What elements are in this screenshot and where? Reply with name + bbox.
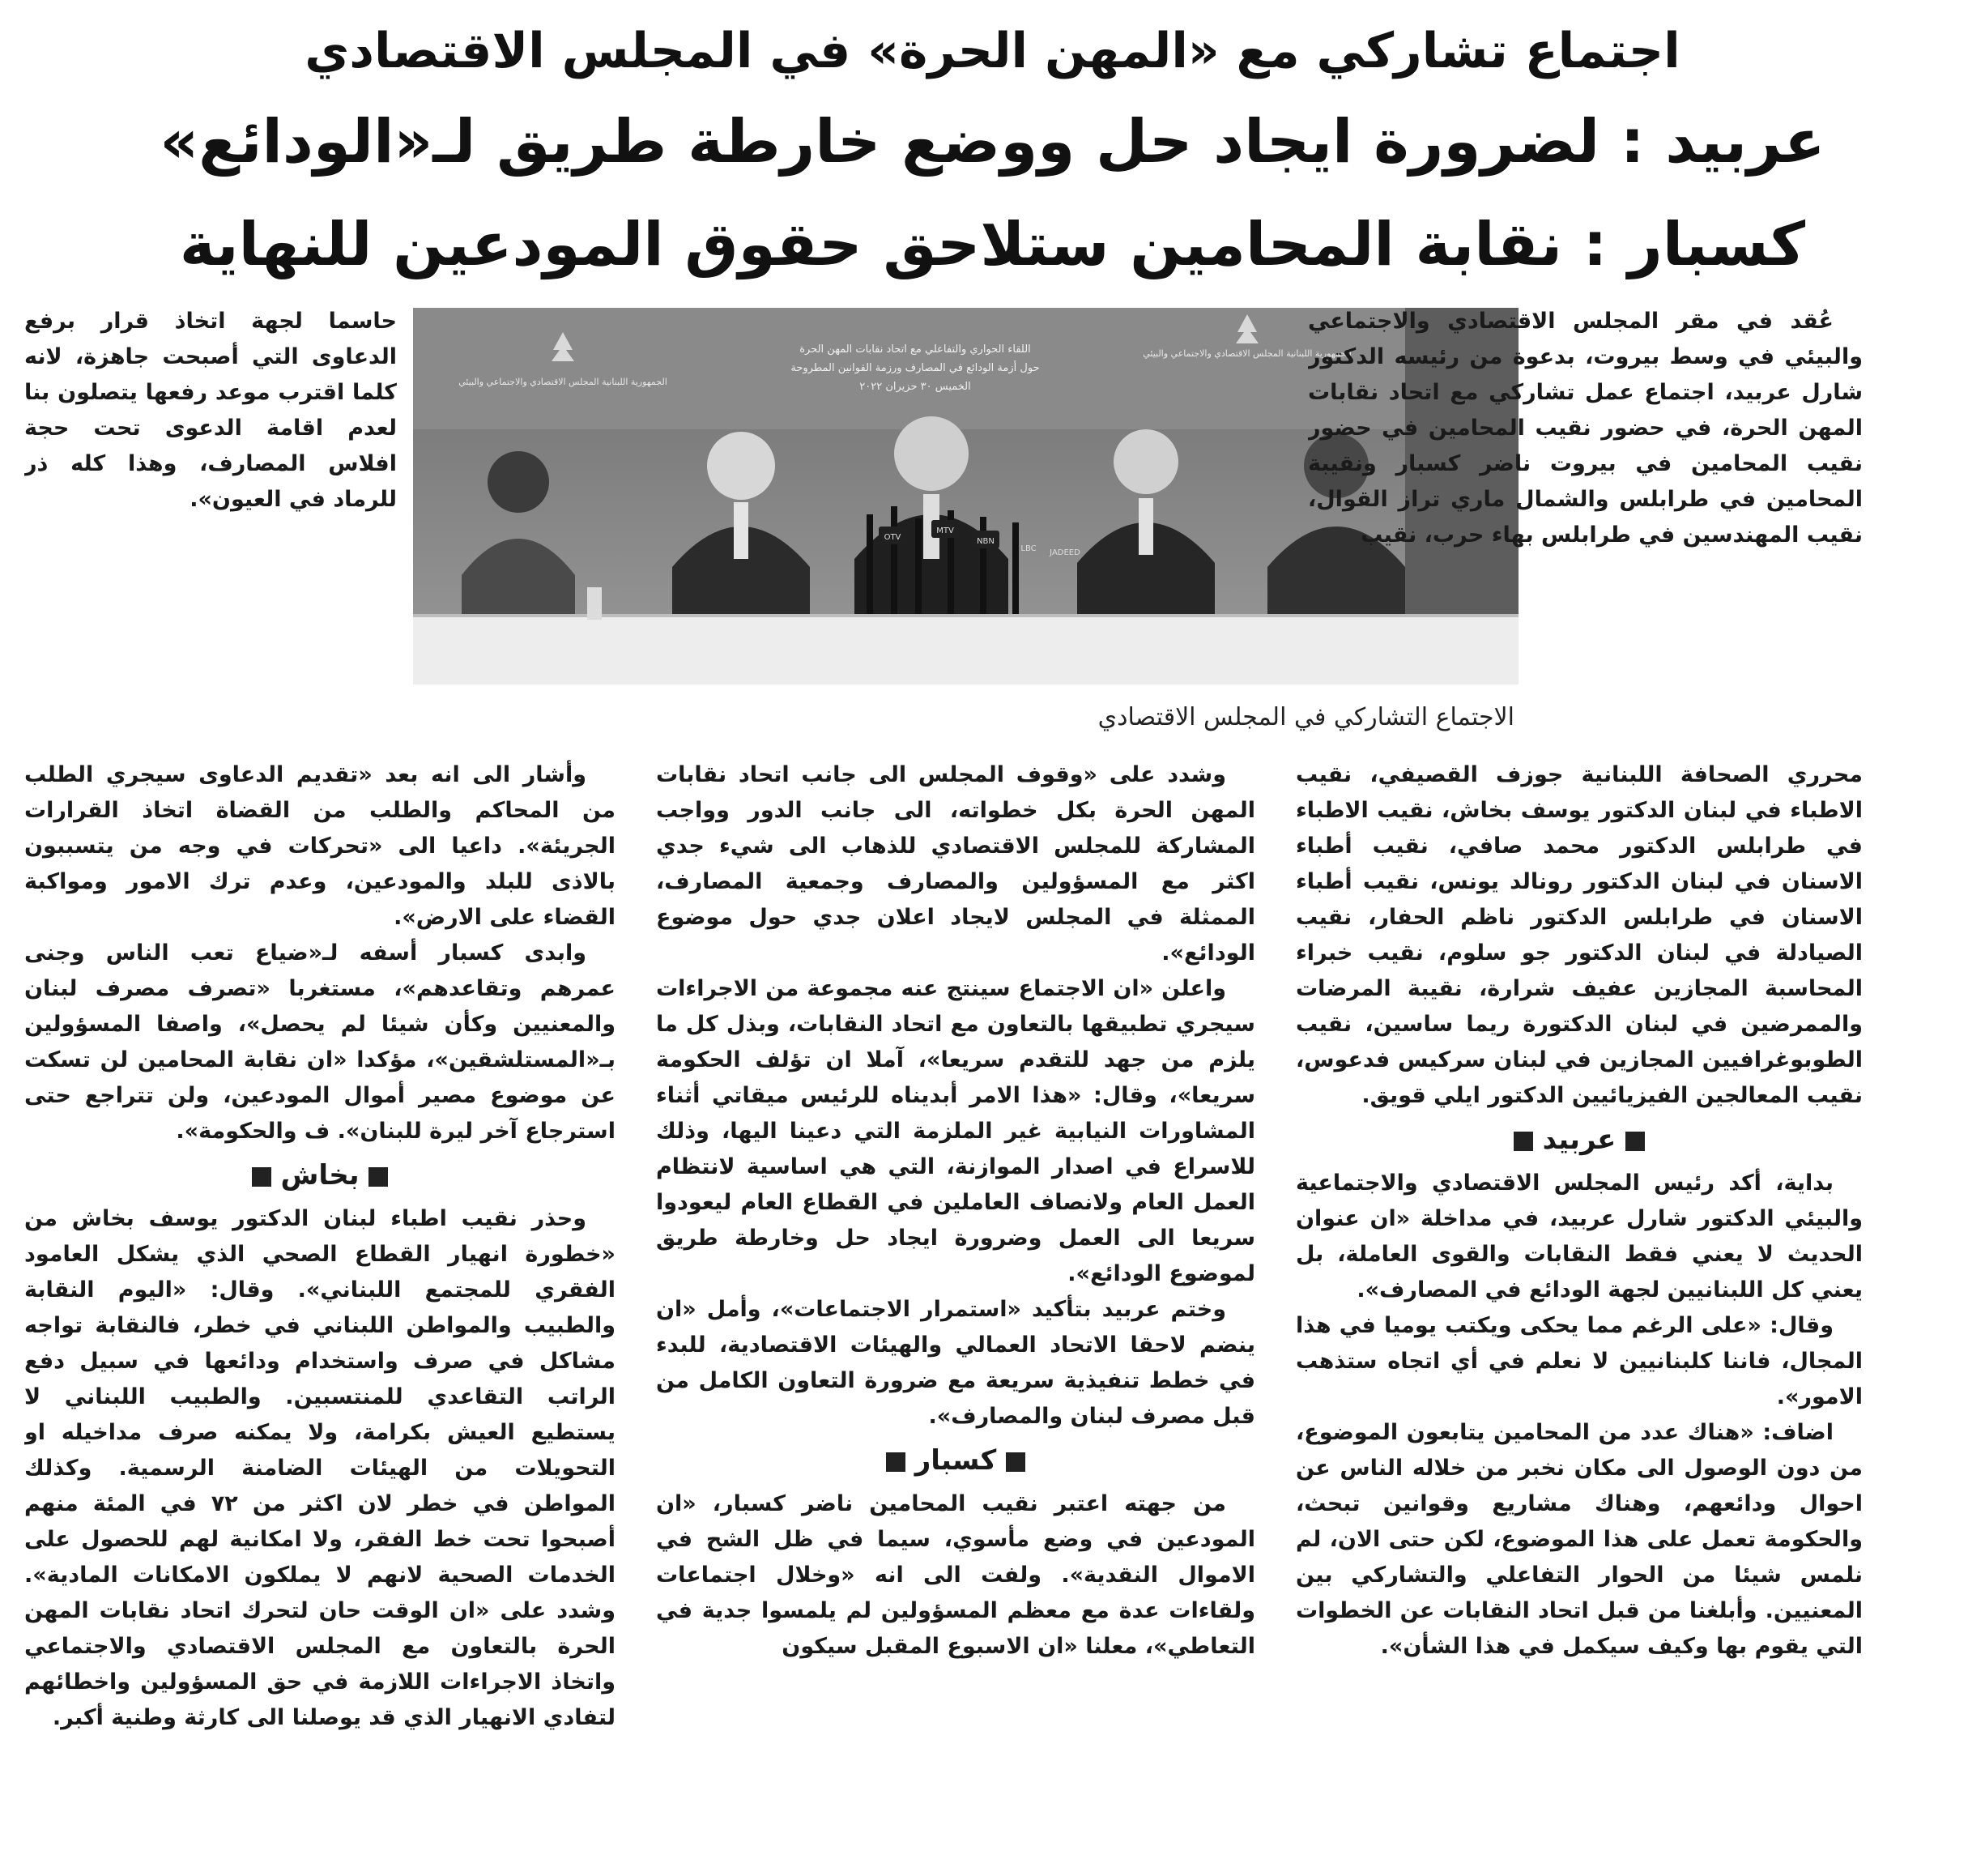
article-intro-column xyxy=(1308,304,1863,757)
subheading-kasbar xyxy=(656,1438,1255,1483)
mic-label-2: MTV xyxy=(936,527,954,535)
subheading-bakhash xyxy=(24,1153,616,1198)
banner-left-text: الجمهورية اللبنانية المجلس الاقتصادي والاجتماعي والبيئي xyxy=(458,377,667,387)
paragraph-bakhash: وحذر نقيب اطباء لبنان الدكتور يوسف بخاش من «خطورة انهيار القطاع الصحي الذي يشكل العامود الفقري للمجتمع اللبناني». وقال: «اليوم النقابة والطبيب والمواطن اللبناني في خطر، فالنقابة تواجه مشاكل في صرف واستخدام ودائعها في سبيل دفع الراتب التقاعدي للمنتسبين. والطبيب اللبناني لا يستطيع العيش بكرامة، ولا يمكنه صرف مداخيله او التحويلات من الهيئات الضامنة الرسمية. وكذلك المواطن في خطر لان اكثر من ٧٢ في المئة منهم أصبحوا تحت خط الفقر، ولا امكانية لهم للحصول على الخدمات الصحية لانهم لا يملكون الامكانات المادية». وشدد على «ان الوقت حان لتحرك اتحاد نقابات المهن الحرة بالتعاون مع المجلس الاقتصادي والاجتماعي واتخاذ الاجراءات اللازمة في حق المسؤولين واخطائهم لتفادي الانهيار الذي قد يوصلنا الى كارثة وطنية أكبر. xyxy=(24,1206,616,1730)
paragraph-mid-2: واعلن «ان الاجتماع سينتج عنه مجموعة من الاجراءات سيجري تطبيقها بالتعاون مع اتحاد النقابات، وبذل كل ما يلزم من جهد للتقدم سريعا»، آملا ان تؤلف الحكومة سريعا»، وقال: «هذا الامر أبديناه للرئيس ميقاتي أثناء المشاورات النيابية غير الملزمة التي دعينا اليها، وذلك للاسراع في اصدار الموازنة، التي هي اساسية لانتظام العمل العام ولانصاف العاملين في القطاع العام ليعودوا سريعا الى العمل وضرورة ايجاد حل وخارطة طريق لموضوع الودائع». xyxy=(656,976,1255,1286)
paragraph-mid-3: وختم عربيد بتأكيد «استمرار الاجتماعات»، وأمل «ان ينضم لاحقا الاتحاد العمالي والهيئات الاقتصادية، للبدء في خطط تنفيذية سريعة مع ضرورة التعاون الكامل من قبل مصرف لبنان والمصارف». xyxy=(656,1297,1255,1429)
article-left-top-column xyxy=(24,304,397,753)
paragraph-kasbar-4: وابدى كسبار أسفه لـ«ضياع تعب الناس وجنى عمرهم وتقاعدهم»، مستغربا «تصرف مصرف لبنان والمعنيين وكأن شيئا لم يحصل»، واصفا المسؤولين بـ«المستلشقين»، مؤكدا «ان نقابة المحامين لن تسكت عن موضوع مصير أموال المودعين، ولن تتراجع حتى استرجاع آخر ليرة للبنان». ف والحكومة». xyxy=(24,940,616,1144)
square-bullet-icon xyxy=(368,1167,388,1187)
article-intro: عُقد في مقر المجلس الاقتصادي والاجتماعي والبيئي في وسط بيروت، بدعوة من رئيسه الدكتور شارل عربيد، اجتماع عمل تشاركي مع اتحاد نقابات المهن الحرة، في حضور نقيب المحامين في حضور نقيب المحامين في بيروت ناضر كسبار ونقيبة المحامين في طرابلس والشمال ماري تراز القوال، نقيب المهندسين في طرابلس بهاء حرب، نقيب xyxy=(1308,309,1863,548)
headline-line-2: عربيد : لضرورة ايجاد حل ووضع خارطة طريق لـ«الودائع» xyxy=(160,107,1825,177)
mic-label-1: OTV xyxy=(884,533,901,542)
paragraph-arbid-2: وقال: «على الرغم مما يحكى ويكتب يوميا في هذا المجال، فاننا كلبنانيين لا نعلم في أي اتجاه ستذهب الامور». xyxy=(1296,1313,1863,1409)
paragraph-arbid-1: بداية، أكد رئيس المجلس الاقتصادي والاجتماعية والبيئي الدكتور شارل عربيد، في مداخلة «ان عنوان الحديث لا يعني فقط النقابات والقوى العاملة، بل يعني كل اللبنانيين لجهة الودائع في المصارف». xyxy=(1296,1170,1863,1303)
mic-label-4: LBC xyxy=(1020,544,1037,553)
article-right-column xyxy=(1296,757,1863,1867)
paragraph-kasbar-2: حاسما لجهة اتخاذ قرار برفع الدعاوى التي أصبحت جاهزة، لانه كلما اقترب موعد رفعها يتصلون بنا لعدم اقامة الدعوى تحت حجة افلاس المصارف، وهذا كله ذر للرماد في العيون». xyxy=(24,309,397,512)
square-bullet-icon xyxy=(252,1167,271,1187)
mic-label-3: NBN xyxy=(977,537,995,546)
headline-line-3: كسبار : نقابة المحامين ستلاحق حقوق المودعين للنهاية xyxy=(179,210,1806,279)
subheading-arbid xyxy=(1296,1117,1863,1162)
square-bullet-icon xyxy=(1514,1132,1533,1151)
banner-center-text-2: حول أزمة الودائع في المصارف ورزمة القوانين المطروحة xyxy=(790,362,1040,374)
square-bullet-icon xyxy=(1625,1132,1645,1151)
paragraph-kasbar-3: وأشار الى انه بعد «تقديم الدعاوى سيجري الطلب من المحاكم والطلب من القضاة اتخاذ القرارات الجريئة». داعيا الى «تحركات في وجه من يتسببون بالاذى للبلد والمودعين، وعدم ترك الامور ومواكبة القضاء على الارض». xyxy=(24,762,616,930)
paragraph-kasbar-1: من جهته اعتبر نقيب المحامين ناضر كسبار، «ان المودعين في وضع مأسوي، سيما في ظل الشح في الاموال النقدية». ولفت الى انه «وخلال اجتماعات ولقاءات عدة مع معظم المسؤولين لم يلمسوا جدية في التعاطي»، معلنا «ان الاسبوع المقبل سيكون xyxy=(656,1491,1255,1659)
article-middle-column xyxy=(656,757,1255,1867)
water-bottle xyxy=(587,587,602,620)
square-bullet-icon xyxy=(1006,1452,1025,1472)
square-bullet-icon xyxy=(886,1452,905,1472)
subheading-arbid-label: عربيد xyxy=(1542,1123,1617,1156)
photo-caption: الاجتماع التشاركي في المجلس الاقتصادي xyxy=(1097,703,1514,731)
subheading-kasbar-label: كسبار xyxy=(914,1444,997,1477)
paragraph-mid-1: وشدد على «وقوف المجلس الى جانب اتحاد نقابات المهن الحرة بكل خطواته، الى جانب الدور وواجب المشاركة للمجلس الاقتصادي للذهاب الى شيء جدي اكثر مع المسؤولين والمصارف وجمعية المصارف، الممثلة في المجلس لايجاد اعلان جدي حول موضوع الودائع». xyxy=(656,762,1255,966)
mic-label-5: JADEED xyxy=(1050,548,1080,557)
headline-line-1: اجتماع تشاركي مع «المهن الحرة» في المجلس الاقتصادي xyxy=(305,23,1680,79)
paragraph-arbid-3: اضاف: «هناك عدد من المحامين يتابعون الموضوع، من دون الوصول الى مكان نخبر من خلاله الناس عن احوال ودائعهم، وهناك مشاريع وقوانين تبحث، والحكومة تعمل على هذا الموضوع، لكن حتى الان، لم نلمس شيئا من الحوار التفاعلي والتشاركي بين المعنيين. وأبلغنا من قبل اتحاد النقابات عن الخطوات التي يقوم بها وكيف سيكمل في هذا الشأن». xyxy=(1296,1420,1863,1659)
banner-right-text: الجمهورية اللبنانية المجلس الاقتصادي والاجتماعي والبيئي xyxy=(1143,348,1352,359)
article-left-column xyxy=(24,757,616,1867)
banner-center-text-1: اللقاء الحواري والتفاعلي مع اتحاد نقابات المهن الحرة xyxy=(799,343,1031,356)
subheading-bakhash-label: بخاش xyxy=(280,1159,360,1192)
banner-center-text-3: الخميس ٣٠ حزيران ٢٠٢٢ xyxy=(859,381,971,393)
paragraph-attendees: محرري الصحافة اللبنانية جوزف القصيفي، نقيب الاطباء في لبنان الدكتور يوسف بخاش، نقيب الاطباء في طرابلس الدكتور محمد صافي، نقيب أطباء الاسنان في لبنان الدكتور رونالد يونس، نقيب أطباء الاسنان في طرابلس الدكتور ناظم الحفار، نقيب الصيادلة في لبنان الدكتور جو سلوم، نقيب خبراء المحاسبة المجازين عفيف شرارة، نقيبة المرضات والممرضين في لبنان الدكتورة ريما ساسين، نقيب الطوبوغرافيين المجازين في لبنان سركيس فدعوس، نقيب المعالجين الفيزيائيين الدكتور ايلي قويق. xyxy=(1296,762,1863,1108)
